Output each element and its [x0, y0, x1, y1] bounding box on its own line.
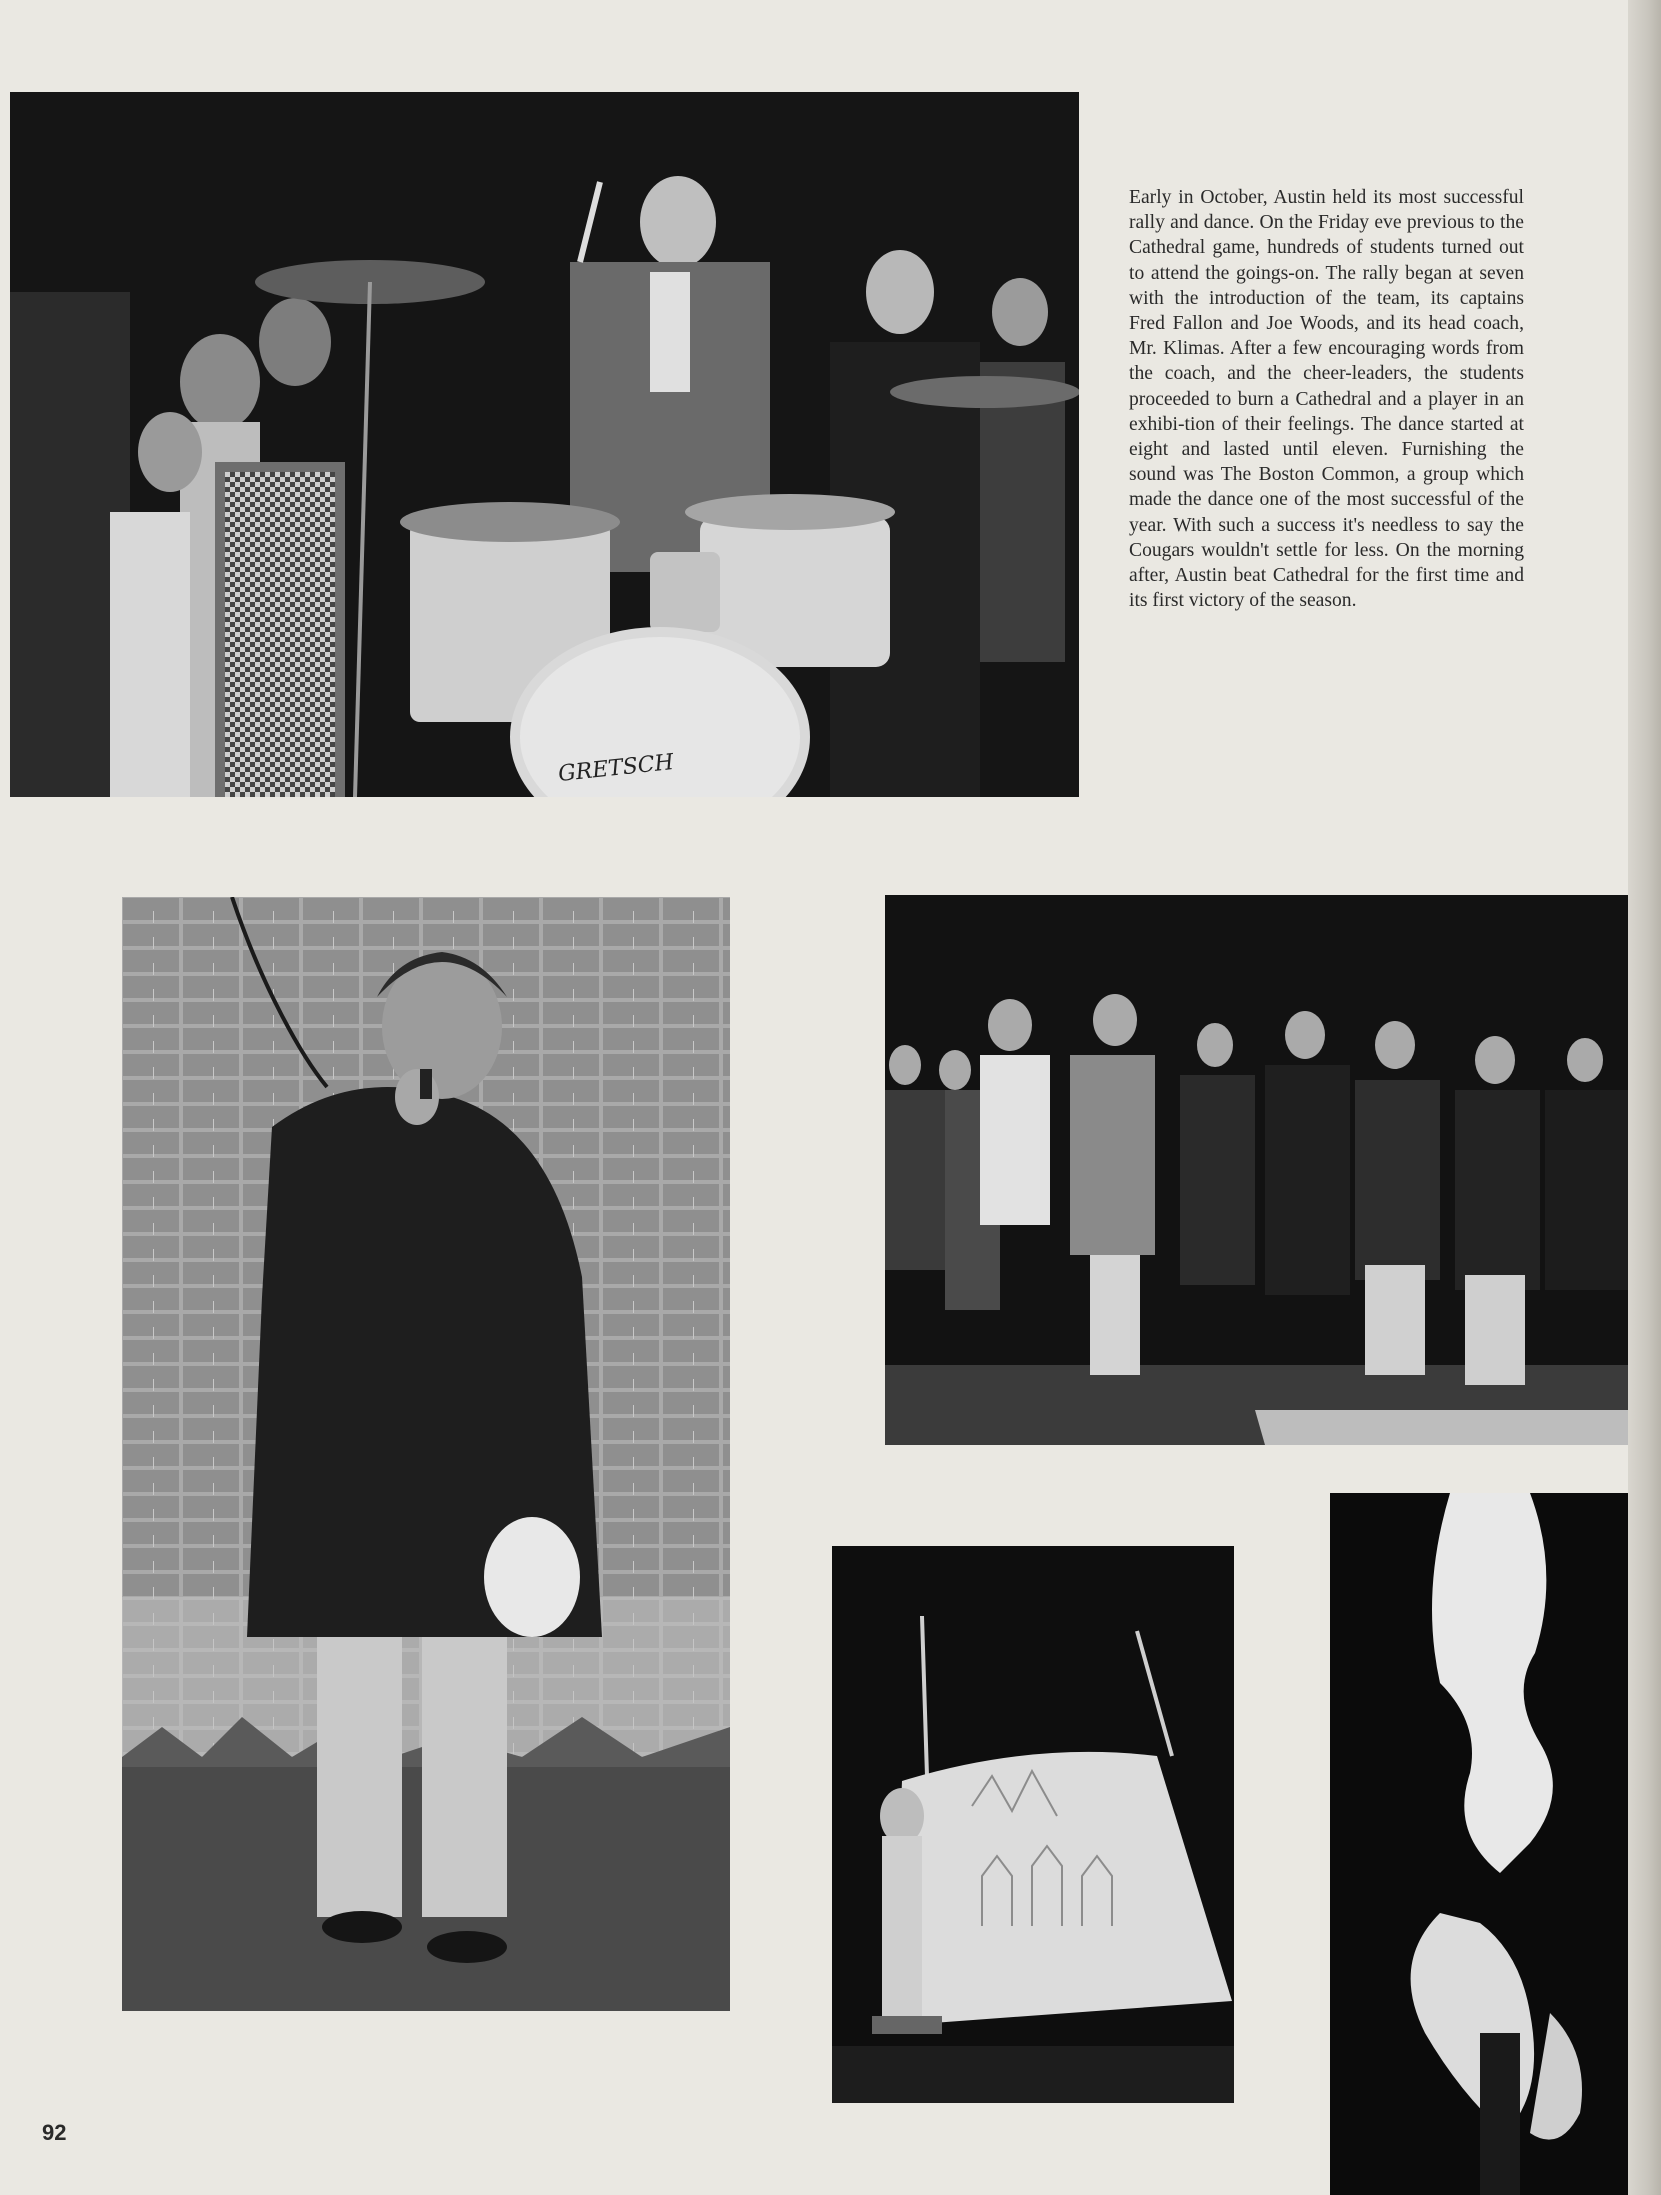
- photo-crowd-students: [885, 895, 1628, 1445]
- effigy-photo-art: [832, 1546, 1234, 2103]
- page-number: 92: [42, 2120, 67, 2145]
- speaker-photo-art: [122, 897, 730, 2011]
- photo-band-rally: [10, 92, 1079, 797]
- photo-cathedral-effigy-sign: [832, 1546, 1234, 2103]
- band-photo-art: [10, 92, 1079, 797]
- photo-bonfire: [1330, 1493, 1628, 2195]
- article-body: Early in October, Austin held its most successful rally and dance. On the Friday eve previous to the Cathedral game, hundreds of students turned out to attend the goings-on. The rally began at seven with the introduction of the team, its captains Fred Fallon and Joe Woods, and its head coach, Mr. Klimas. After a few encouraging words from the coach, and the cheer-leaders, the students proceeded to burn a Cathedral and a player in an exhibi-tion of their feelings. The dance started at eight and lasted until eleven. Furnishing the sound was The Boston Common, a group which made the dance one of the most successful of the year. With such a success it's needless to say the Cougars wouldn't settle for less. On the morning after, Austin beat Cathedral for the first time and its first victory of the season.: [1129, 187, 1524, 612]
- binding-spine: [1628, 0, 1661, 2195]
- crowd-photo-art: [885, 895, 1628, 1445]
- bonfire-photo-art: [1330, 1493, 1628, 2195]
- drum-brand-logo: GRETSCH: [557, 750, 675, 787]
- photo-speaker-microphone: [122, 897, 730, 2011]
